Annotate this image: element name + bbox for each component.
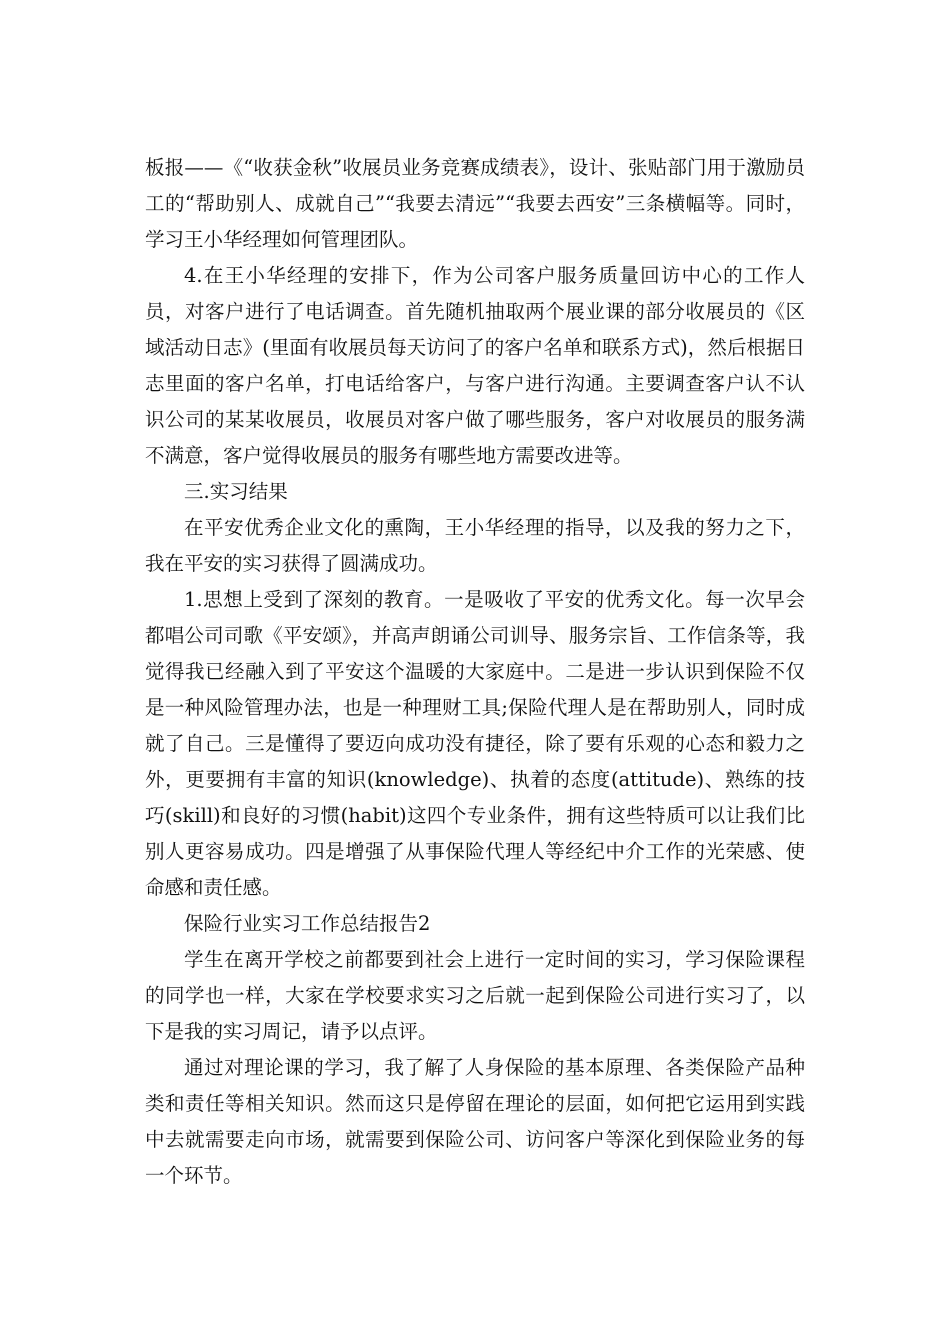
paragraph-internship-intro: 学生在离开学校之前都要到社会上进行一定时间的实习，学习保险课程的同学也一样，大家在学校要求实习之后就一起到保险公司进行实习了，以下是我的实习周记，请予以点评。 [145, 948, 805, 1043]
paragraph-phone-survey: 4.在王小华经理的安排下，作为公司客户服务质量回访中心的工作人员，对客户进行了电话调查。首先随机抽取两个展业课的部分收展员的《区域活动日志》(里面有收展员每天访问了的客户名单和联系方式)，然后根据日志里面的客户名单，打电话给客户，与客户进行沟通。主要调查客户认不认识公司的某某收展员，收展员对客户做了哪些服务，客户对收展员的服务满不满意，客户觉得收展员的服务有哪些地方需要改进等。 [145, 264, 805, 467]
paragraph-education: 1.思想上受到了深刻的教育。一是吸收了平安的优秀文化。每一次早会都唱公司司歌《平安颂》，并高声朗诵公司训导、服务宗旨、工作信条等，我觉得我已经融入到了平安这个温暖的大家庭中。二是进一步认识到保险不仅是一种风险管理办法，也是一种理财工具;保险代理人是在帮助别人，同时成就了自己。三是懂得了要迈向成功没有捷径，除了要有乐观的心态和毅力之外，更要拥有丰富的知识(knowledge)、执着的态度(attitude)、熟练的技巧(skill)和良好的习惯(habit)这四个专业条件，拥有这些特质可以让我们比别人更容易成功。四是增强了从事保险代理人等经纪中介工作的光荣感、使命感和责任感。 [145, 588, 805, 899]
paragraph-theory-practice: 通过对理论课的学习，我了解了人身保险的基本原理、各类保险产品种类和责任等相关知识。然而这只是停留在理论的层面，如何把它运用到实践中去就需要走向市场，就需要到保险公司、访问客户等深化到保险业务的每一个环节。 [145, 1056, 805, 1187]
document-body [145, 150, 805, 1194]
paragraph-continued-banner: 板报——《“收获金秋”收展员业务竞赛成绩表》，设计、张贴部门用于激励员工的“帮助别人、成就自己”“我要去清远”“我要去西安”三条横幅等。同时，学习王小华经理如何管理团队。 [145, 156, 805, 251]
paragraph-results-intro: 在平安优秀企业文化的熏陶，王小华经理的指导，以及我的努力之下，我在平安的实习获得了圆满成功。 [145, 516, 805, 575]
report-title-2: 保险行业实习工作总结报告2 [184, 912, 431, 935]
section-heading-results: 三.实习结果 [184, 480, 288, 503]
